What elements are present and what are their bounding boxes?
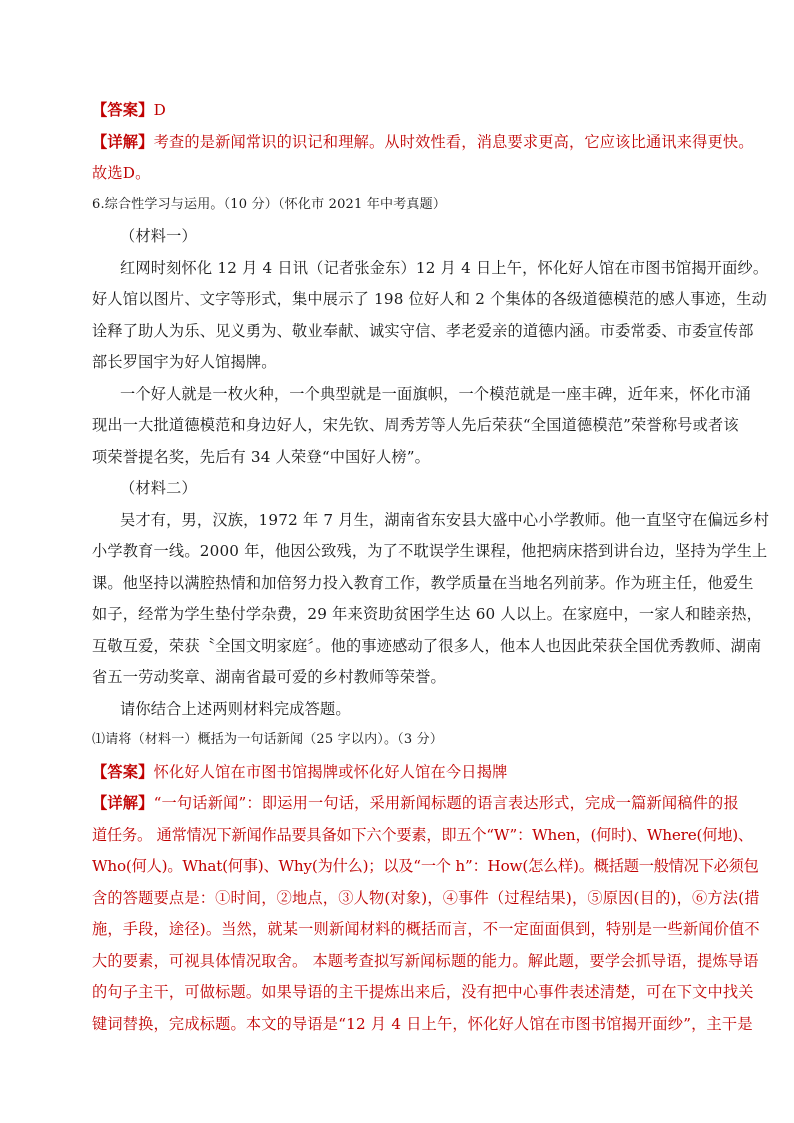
material-2-label: （材料二） [120,479,197,497]
detail-2-line: 的句子主干，可做标题。如果导语的主干提炼出来后，没有把中心事件表述清楚，可在下文中找关 [92,983,754,1001]
material-1-line: 部长罗国宇为好人馆揭牌。 [92,353,277,371]
material-1-line: 红网时刻怀化 12 月 4 日讯（记者张金东）12 月 4 日上午，怀化好人馆在市图书馆揭开面纱。 [120,259,769,277]
answer-tag: 【答案】 [92,101,154,119]
material-2-line: 课。他坚持以满腔热情和加倍努力投入教育工作，教学质量在当地名列前茅。作为班主任，他爱生 [92,574,754,592]
detail-2-line: Who(何人)。What(何事)、Why(为什么)；以及“一个 h”：How(怎么样)。概括题一般情况下必须包 [92,857,759,875]
detail-2-line: 键词替换，完成标题。本文的导语是“12 月 4 日上午，怀化好人馆在市图书馆揭开面纱”，主干是 [92,1015,753,1033]
material-1-line: 好人馆以图片、文字等形式，集中展示了 198 位好人和 2 个集体的各级道德模范的感人事迹，生动 [92,290,768,308]
answer-tag: 【答案】 [92,763,154,781]
material-1-line: 项荣誉提名奖，先后有 34 人荣登“中国好人榜”。 [92,448,431,466]
detail-text: 考查的是新闻常识的识记和理解。从时效性看，消息要求更高，它应该比通讯来得更快。 [153,133,754,151]
material-1-label: （材料一） [120,227,197,245]
answer-2-line [92,762,507,782]
material-1-line: 现出一大批道德模范和身边好人，宋先钦、周秀芳等人先后荣获“全国道德模范”荣誉称号或者该 [92,416,739,434]
detail-tag: 【详解】 [92,794,154,812]
question-6-title: 6.综合性学习与运用。（10 分）（怀化市 2021 年中考真题） [92,197,447,212]
detail-1-line-1 [92,132,754,152]
instruction: 请你结合上述两则材料完成答题。 [120,700,351,718]
detail-2-line: 施，手段，途径)。当然，就某一则新闻材料的概括而言，不一定面面俱到，特别是一些新闻价值不 [92,920,760,938]
material-2-line: 省五一劳动奖章、湖南省最可爱的乡村教师等荣誉。 [92,668,446,686]
sub-question-1: ⑴请将（材料一）概括为一句话新闻（25 字以内）。（3 分） [92,732,444,747]
detail-2-line: 道任务。 通常情况下新闻作品要具备如下六个要素，即五个“W”：When，(何时)、Where(何地)、 [92,826,753,844]
detail-2-line: 大的要素，可视具体情况取舍。 本题考查拟写新闻标题的能力。解此题，要学会抓导语，提炼导语 [92,952,759,970]
answer-text: D [153,101,166,119]
material-2-line: 互敬互爱，荣获〝全国文明家庭〞。他的事迹感动了很多人，他本人也因此荣获全国优秀教师、湖南 [92,637,762,655]
material-1-line: 一个好人就是一枚火种，一个典型就是一面旗帜，一个模范就是一座丰碑，近年来，怀化市涌 [120,385,751,403]
detail-text: “一句话新闻”：即运用一句话，采用新闻标题的语言表达形式，完成一篇新闻稿件的报 [153,794,739,812]
detail-1-line-2: 故选D。 [92,164,151,182]
material-2-line: 如子，经常为学生垫付学杂费，29 年来资助贫困学生达 60 人以上。在家庭中，一家人和睦亲热， [92,605,763,623]
detail-tag: 【详解】 [92,133,154,151]
detail-2-line: 含的答题要点是：①时间，②地点，③人物(对象)，④事件（过程结果)，⑤原因(目的)，⑥方法(措 [92,889,760,907]
answer-text: 怀化好人馆在市图书馆揭牌或怀化好人馆在今日揭牌 [153,763,508,781]
material-2-line: 吴才有，男，汉族，1972 年 7 月生，湖南省东安县大盛中心小学教师。他一直坚守在偏远乡村 [120,511,770,529]
answer-1-line [92,100,166,120]
material-2-line: 小学教育一线。2000 年，他因公致残，为了不耽误学生课程，他把病床搭到讲台边，坚持为学生上 [92,542,768,560]
detail-2-line [92,793,739,813]
material-1-line: 诠释了助人为乐、见义勇为、敬业奉献、诚实守信、孝老爱亲的道德内涵。市委常委、市委宣传部 [92,322,754,340]
